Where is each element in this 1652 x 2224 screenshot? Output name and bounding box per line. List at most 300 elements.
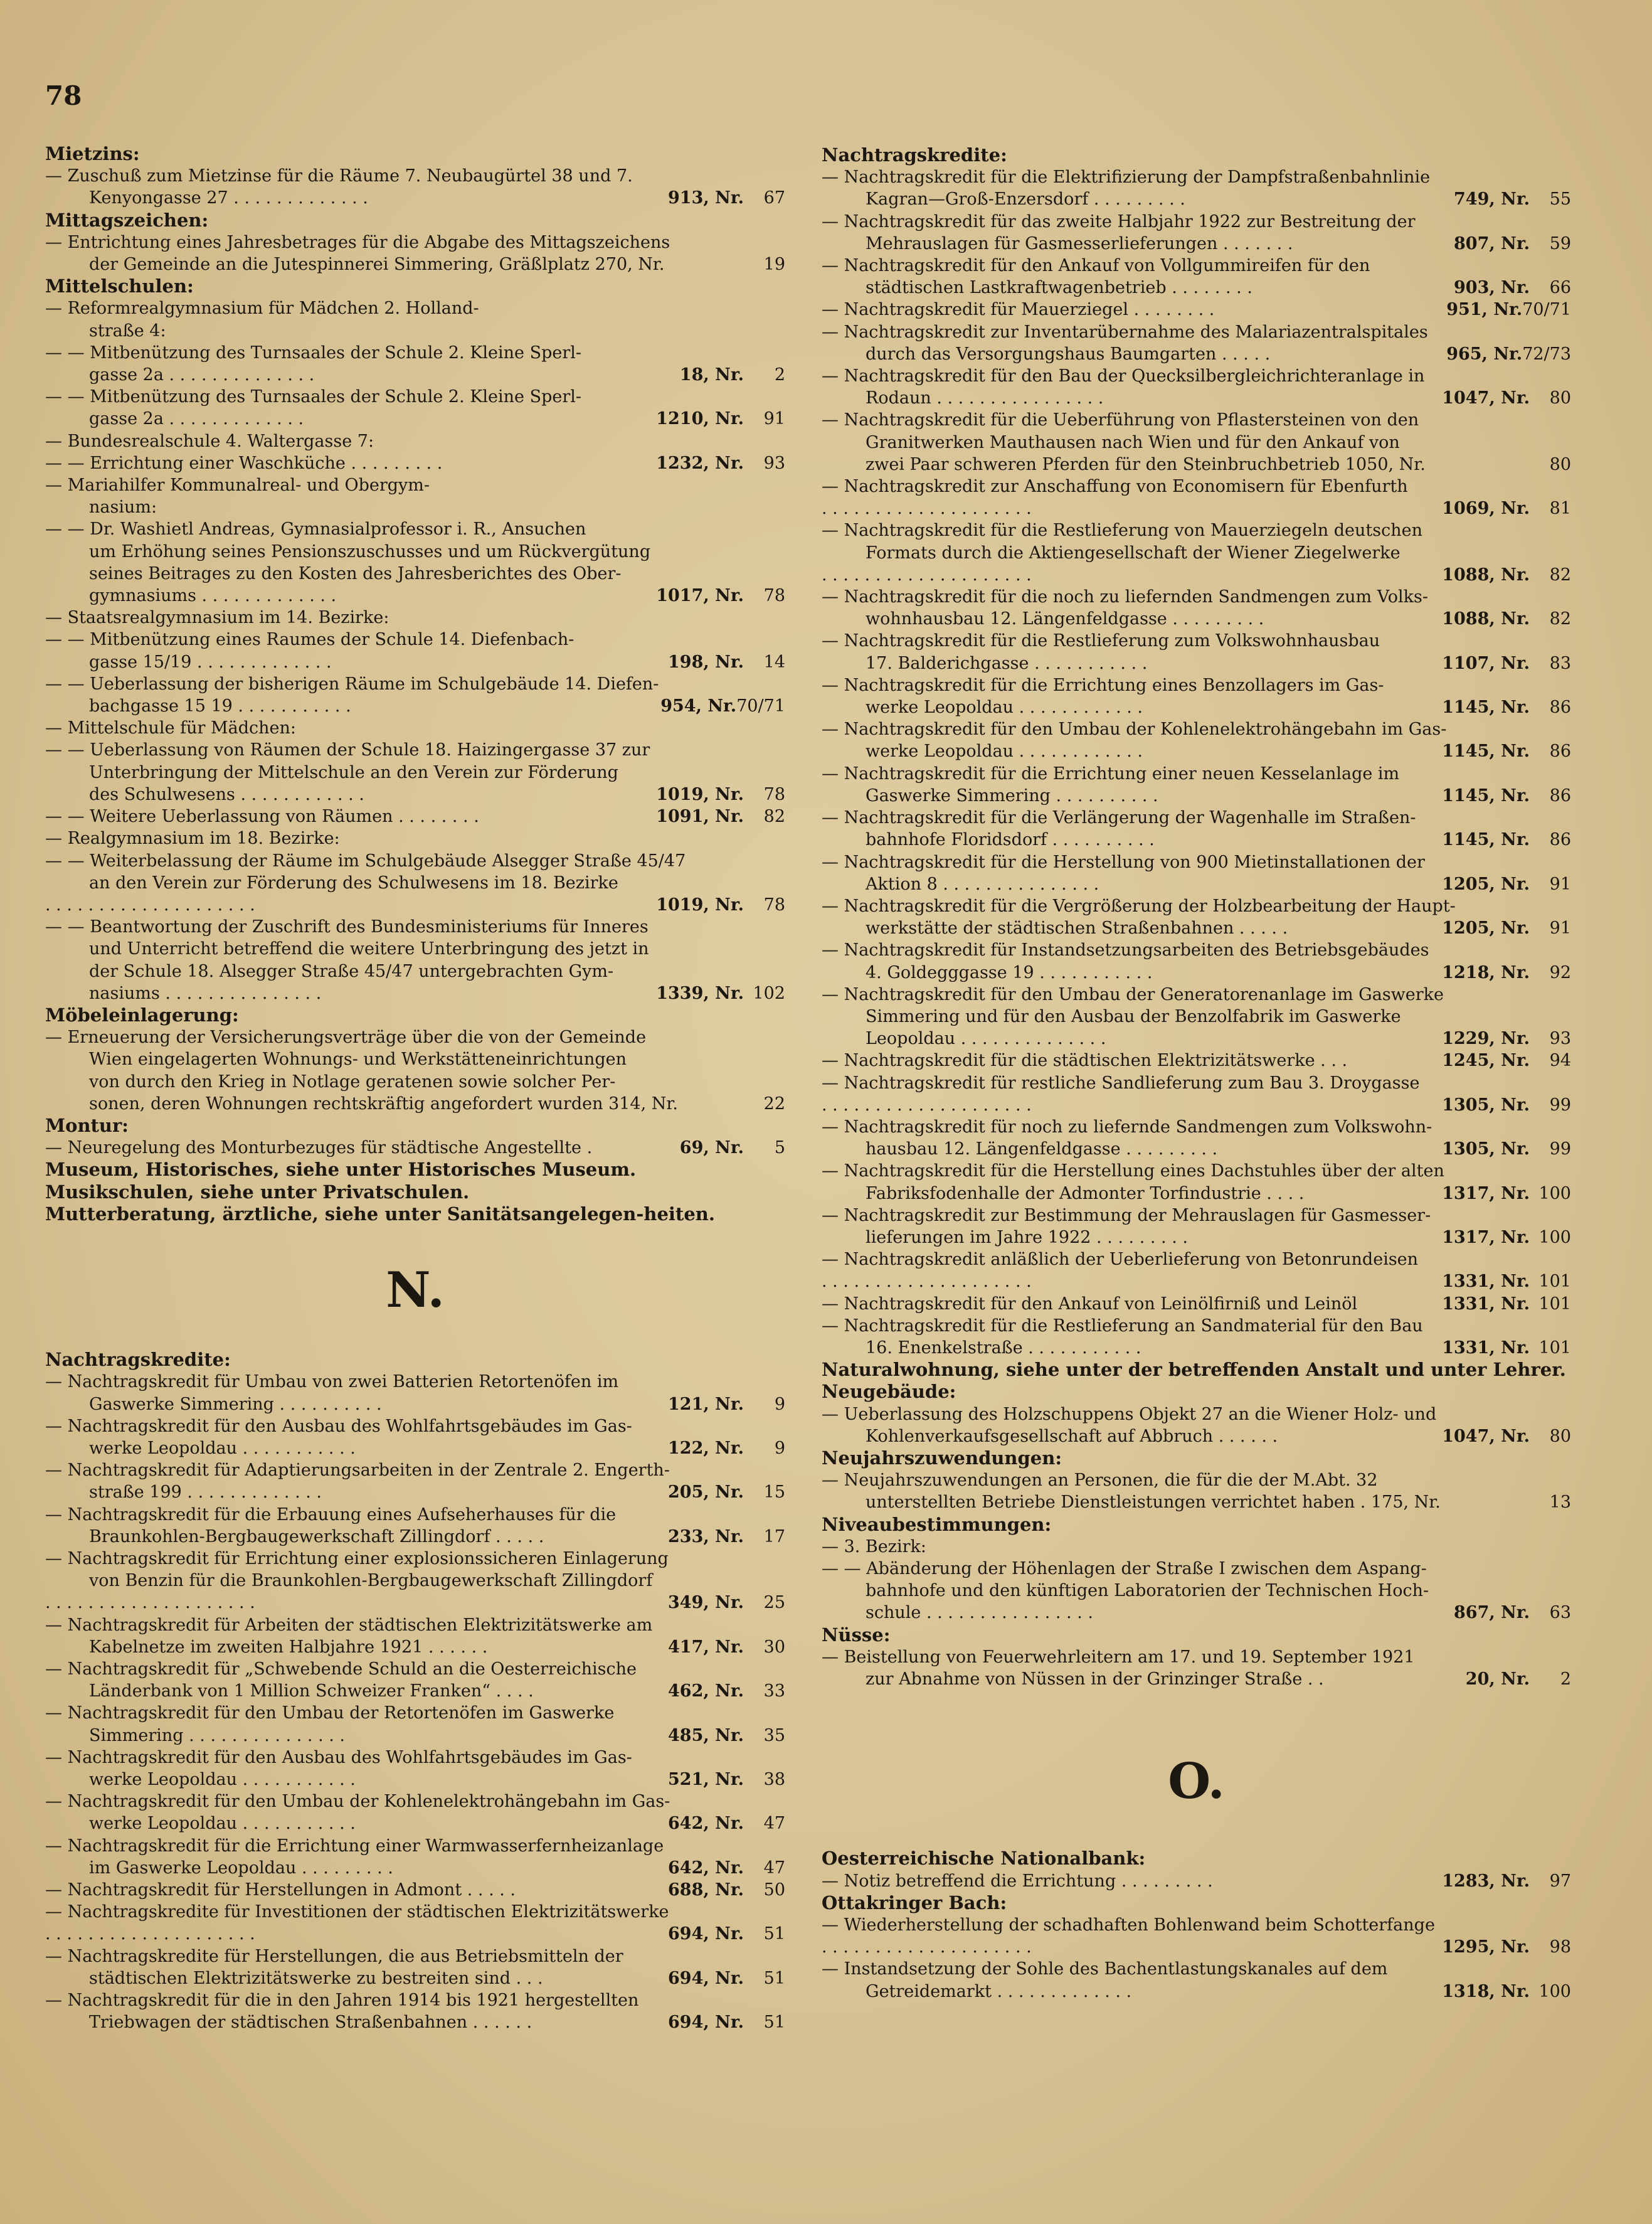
index-entry bbox=[822, 1116, 1571, 1160]
entry-text: werke Leopoldau . . . . . . . . . . . bbox=[89, 1438, 356, 1458]
entry-text: — Nachtragskredit für die Errichtung einer Warmwasserfernheizanlage bbox=[45, 1836, 664, 1856]
entry-line bbox=[822, 365, 1571, 387]
index-entry bbox=[822, 409, 1571, 476]
entry-text: 17. Balderichgasse . . . . . . . . . . . bbox=[866, 653, 1148, 673]
entry-reference: 913, Nr. bbox=[668, 188, 744, 208]
entry-reference: 1339, Nr. bbox=[656, 983, 744, 1003]
entry-text: — Nachtragskredit zur Inventarübernahme des Malariazentralspitales bbox=[822, 322, 1428, 342]
entry-text: — Mittelschule für Mädchen: bbox=[45, 718, 297, 738]
entry-line bbox=[45, 806, 785, 827]
entry-line bbox=[45, 1093, 785, 1115]
entry-text: Leopoldau . . . . . . . . . . . . . . bbox=[866, 1029, 1106, 1049]
entry-page: 80 bbox=[1549, 388, 1571, 408]
index-entry bbox=[822, 1072, 1571, 1094]
entry-page: 51 bbox=[763, 2013, 785, 2033]
index-entry bbox=[822, 321, 1571, 365]
entry-text: der Gemeinde an die Jutespinnerei Simmering, Gräßlplatz 270, Nr. bbox=[89, 255, 665, 275]
entry-reference: 1232, Nr. bbox=[656, 453, 744, 473]
section-heading: Montur: bbox=[45, 1114, 129, 1136]
entry-text: Aktion 8 . . . . . . . . . . . . . . . bbox=[866, 874, 1099, 894]
entry-page: 78 bbox=[763, 895, 785, 915]
entry-line bbox=[45, 320, 785, 342]
entry-text: Getreidemarkt . . . . . . . . . . . . . bbox=[866, 1981, 1132, 2001]
entry-line bbox=[822, 984, 1571, 1006]
entry-text: — Bundesrealschule 4. Waltergasse 7: bbox=[45, 431, 374, 451]
index-entry bbox=[822, 1160, 1571, 1204]
entry-line bbox=[822, 1293, 1571, 1315]
entry-text: — Nachtragskredit zur Anschaffung von Economisern für Ebenfurth bbox=[822, 477, 1408, 497]
entry-reference: 1091, Nr. bbox=[656, 807, 744, 827]
entry-line bbox=[45, 629, 785, 651]
entry-line bbox=[822, 1580, 1571, 1602]
entry-reference: 1145, Nr. bbox=[1442, 785, 1530, 806]
index-entry bbox=[45, 1901, 785, 1923]
index-entry bbox=[45, 1923, 785, 1945]
entry-text: sonen, deren Wohnungen rechtskräftig angefordert wurden 314, Nr. bbox=[89, 1093, 678, 1114]
entry-line bbox=[822, 343, 1571, 365]
index-entry bbox=[45, 297, 785, 341]
entry-text: Gaswerke Simmering . . . . . . . . . . bbox=[866, 785, 1158, 806]
entry-line bbox=[45, 1071, 785, 1093]
entry-text: — — Errichtung einer Waschküche . . . . . . . . . bbox=[45, 453, 443, 473]
entry-page: 101 bbox=[1538, 1294, 1571, 1314]
entry-line bbox=[45, 1415, 785, 1437]
entry-line bbox=[45, 1636, 785, 1658]
entry-line bbox=[45, 585, 785, 607]
entry-text: — Nachtragskredit für die städtischen Elektrizitätswerke . . . bbox=[822, 1051, 1348, 1071]
entry-page: 47 bbox=[763, 1814, 785, 1834]
cross-reference: Naturalwohnung, siehe unter der betreffenden Anstalt und unter Lehrer. bbox=[822, 1359, 1566, 1381]
entry-reference: 20, Nr. bbox=[1465, 1669, 1530, 1689]
entry-text: — Nachtragskredit für Errichtung einer explosionssicheren Einlagerung bbox=[45, 1548, 669, 1568]
index-entry bbox=[822, 299, 1571, 321]
entry-line bbox=[822, 895, 1571, 917]
index-entry bbox=[822, 1958, 1571, 2002]
entry-text: Kagran—Groß-Enzersdorf . . . . . . . . . bbox=[866, 189, 1185, 210]
entry-reference: 1205, Nr. bbox=[1442, 874, 1530, 894]
entry-text: — Nachtragskredit für Herstellungen in Admont . . . . . bbox=[45, 1880, 516, 1900]
index-entry bbox=[45, 386, 785, 430]
index-entry bbox=[822, 1646, 1571, 1690]
entry-line bbox=[45, 2011, 785, 2033]
entry-text: städtischen Lastkraftwagenbetrieb . . . . . . . . bbox=[866, 278, 1252, 298]
entry-line bbox=[822, 1558, 1571, 1580]
entry-reference: 1229, Nr. bbox=[1442, 1029, 1530, 1049]
entry-reference: 1218, Nr. bbox=[1442, 962, 1530, 982]
entry-text: — Nachtragskredit für Umbau von zwei Batterien Retortenöfen im bbox=[45, 1372, 619, 1392]
cross-reference: Museum, Historisches, siehe unter Historisches Museum. bbox=[45, 1159, 637, 1181]
entry-reference: 749, Nr. bbox=[1454, 189, 1530, 210]
entry-reference: 1205, Nr. bbox=[1442, 918, 1530, 939]
entry-line bbox=[45, 1570, 785, 1592]
entry-line bbox=[45, 1790, 785, 1812]
entry-text: — Nachtragskredit für den Ausbau des Wohlfahrtsgebäudes im Gas- bbox=[45, 1747, 632, 1767]
entry-text: — Nachtragskredit für Arbeiten der städtischen Elektrizitätswerke am bbox=[45, 1615, 653, 1635]
entry-text: — Nachtragskredit für die Errichtung einer neuen Kesselanlage im bbox=[822, 764, 1400, 784]
entry-text: — 3. Bezirk: bbox=[822, 1536, 926, 1556]
index-entry bbox=[45, 894, 785, 916]
index-entry bbox=[822, 1270, 1571, 1292]
entry-page: 86 bbox=[1549, 698, 1571, 718]
entry-reference: 1317, Nr. bbox=[1442, 1227, 1530, 1247]
entry-text: werke Leopoldau . . . . . . . . . . . . bbox=[866, 742, 1143, 762]
index-entry bbox=[45, 916, 785, 1004]
entry-line bbox=[45, 1769, 785, 1790]
index-entry bbox=[45, 452, 785, 474]
entry-line bbox=[45, 1702, 785, 1724]
entry-page: 83 bbox=[1549, 653, 1571, 673]
entry-text: straße 199 . . . . . . . . . . . . . bbox=[89, 1482, 322, 1503]
entry-reference: 1019, Nr. bbox=[656, 784, 744, 804]
entry-reference: 122, Nr. bbox=[668, 1438, 744, 1458]
entry-line bbox=[822, 432, 1571, 454]
entry-text: — Ueberlassung des Holzschuppens Objekt 27 an die Wiener Holz- und bbox=[822, 1404, 1437, 1424]
entry-text: — Nachtragskredit für Instandsetzungsarbeiten des Betriebsgebäudes bbox=[822, 940, 1429, 960]
entry-line bbox=[45, 960, 785, 982]
entry-line bbox=[822, 321, 1571, 343]
index-entry bbox=[45, 430, 785, 452]
index-entry bbox=[45, 1137, 785, 1159]
entry-reference: 1107, Nr. bbox=[1442, 653, 1530, 673]
entry-text: — Nachtragskredit für noch zu liefernde Sandmengen zum Volkswohn- bbox=[822, 1117, 1432, 1137]
index-entry bbox=[822, 1870, 1571, 1892]
section-heading: Mittagszeichen: bbox=[45, 209, 209, 231]
entry-page: 33 bbox=[763, 1681, 785, 1701]
entry-text: — — Dr. Washietl Andreas, Gymnasialprofessor i. R., Ansuchen bbox=[45, 519, 586, 540]
entry-text: — Nachtragskredit für die noch zu liefernden Sandmengen zum Volks- bbox=[822, 587, 1428, 607]
entry-text: — Nachtragskredit für die in den Jahren 1914 bis 1921 hergestellten bbox=[45, 1991, 639, 2011]
index-entry bbox=[45, 342, 785, 386]
entry-reference: 694, Nr. bbox=[668, 1968, 744, 1988]
entry-line bbox=[822, 211, 1571, 233]
entry-line bbox=[45, 982, 785, 1004]
index-entry bbox=[45, 474, 785, 518]
entry-line bbox=[822, 387, 1571, 409]
entry-reference: 954, Nr. bbox=[660, 696, 737, 716]
entry-reference: 1245, Nr. bbox=[1442, 1051, 1530, 1071]
entry-text: — Nachtragskredit für „Schwebende Schuld an die Oesterreichische bbox=[45, 1659, 637, 1679]
entry-text: an den Verein zur Förderung des Schulwesens im 18. Bezirke bbox=[89, 873, 618, 893]
index-entry bbox=[822, 255, 1571, 299]
entry-line bbox=[822, 1469, 1571, 1491]
entry-line bbox=[822, 807, 1571, 829]
entry-line bbox=[45, 1371, 785, 1393]
entry-line bbox=[822, 608, 1571, 630]
index-entry bbox=[822, 476, 1571, 497]
entry-line bbox=[822, 939, 1571, 961]
entry-text: Triebwagen der städtischen Straßenbahnen . . . . . . bbox=[89, 2013, 532, 2033]
entry-text: gasse 2a . . . . . . . . . . . . . . bbox=[89, 365, 315, 385]
entry-text: — Neujahrszuwendungen an Personen, die für die der M.Abt. 32 bbox=[822, 1471, 1378, 1491]
entry-page: 66 bbox=[1549, 278, 1571, 298]
index-entry bbox=[822, 1469, 1571, 1513]
entry-line bbox=[45, 1680, 785, 1702]
index-entry bbox=[822, 1293, 1571, 1315]
entry-text: — — Mitbenützung eines Raumes der Schule 14. Diefenbach- bbox=[45, 630, 574, 650]
entry-line bbox=[822, 785, 1571, 807]
entry-text: — Nachtragskredit für die Vergrößerung der Holzbearbeitung der Haupt- bbox=[822, 896, 1456, 916]
entry-page: 35 bbox=[763, 1725, 785, 1745]
entry-line bbox=[45, 1481, 785, 1503]
entry-line bbox=[45, 1437, 785, 1459]
entry-reference: 1047, Nr. bbox=[1442, 388, 1530, 408]
entry-page: 93 bbox=[763, 453, 785, 473]
entry-text: bahnhofe Floridsdorf . . . . . . . . . . bbox=[866, 830, 1155, 850]
letter-heading: N. bbox=[386, 1261, 445, 1319]
entry-text: der Schule 18. Alsegger Straße 45/47 untergebrachten Gym- bbox=[89, 961, 614, 981]
entry-text: — Zuschuß zum Mietzinse für die Räume 7. Neubaugürtel 38 und 7. bbox=[45, 166, 633, 186]
index-entry bbox=[45, 1026, 785, 1115]
entry-reference: 521, Nr. bbox=[668, 1770, 744, 1790]
entry-text: Braunkohlen-Bergbaugewerkschaft Zillingdorf . . . . . bbox=[89, 1526, 544, 1546]
entry-reference: 1088, Nr. bbox=[1442, 609, 1530, 629]
entry-text: — Nachtragskredit für den Umbau der Retortenöfen im Gaswerke bbox=[45, 1703, 615, 1723]
entry-line bbox=[45, 496, 785, 518]
entry-text: gasse 15/19 . . . . . . . . . . . . . bbox=[89, 652, 332, 672]
entry-line bbox=[822, 652, 1571, 674]
entry-text: . . . . . . . . . . . . . . . . . . . . bbox=[822, 1272, 1032, 1292]
entry-line bbox=[822, 829, 1571, 851]
index-entry bbox=[822, 564, 1571, 586]
entry-line bbox=[45, 827, 785, 849]
entry-line bbox=[822, 1981, 1571, 2003]
entry-line bbox=[45, 850, 785, 872]
entry-page: 59 bbox=[1549, 233, 1571, 253]
entry-reference: 1017, Nr. bbox=[656, 586, 744, 606]
entry-page: 9 bbox=[774, 1438, 785, 1458]
entry-page: 70/71 bbox=[736, 696, 785, 716]
index-entry bbox=[45, 1504, 785, 1548]
section-heading: Nachtragskredite: bbox=[45, 1349, 231, 1371]
entry-line bbox=[45, 1747, 785, 1769]
entry-text: — Nachtragskredit für den Umbau der Generatorenanlage im Gaswerke bbox=[822, 984, 1444, 1004]
entry-text: . . . . . . . . . . . . . . . . . . . . bbox=[822, 1937, 1032, 1957]
entry-text: . . . . . . . . . . . . . . . . . . . . bbox=[45, 1593, 255, 1613]
entry-line bbox=[822, 1668, 1571, 1690]
entry-text: straße 4: bbox=[89, 321, 166, 341]
index-entry bbox=[822, 1403, 1571, 1447]
entry-text: — Wiederherstellung der schadhaften Bohlenwand beim Schotterfange bbox=[822, 1915, 1435, 1935]
entry-page: 22 bbox=[763, 1093, 785, 1114]
index-entry bbox=[45, 1702, 785, 1746]
entry-line bbox=[822, 1870, 1571, 1892]
entry-line bbox=[822, 1337, 1571, 1359]
entry-text: — Entrichtung eines Jahresbetrages für die Abgabe des Mittagszeichens bbox=[45, 232, 670, 252]
entry-reference: 1318, Nr. bbox=[1442, 1981, 1530, 2001]
entry-text: — Nachtragskredit für Mauerziegel . . . . . . . . bbox=[822, 300, 1215, 320]
entry-line bbox=[822, 1138, 1571, 1160]
index-entry bbox=[822, 1936, 1571, 1958]
page-number: 78 bbox=[45, 80, 82, 111]
entry-text: von durch den Krieg in Notlage geratenen sowie solcher Per- bbox=[89, 1072, 616, 1092]
index-entry bbox=[45, 1371, 785, 1415]
entry-reference: 198, Nr. bbox=[668, 652, 744, 672]
entry-line bbox=[822, 674, 1571, 696]
entry-reference: 462, Nr. bbox=[668, 1681, 744, 1701]
index-entry bbox=[45, 1747, 785, 1790]
index-entry bbox=[822, 718, 1571, 762]
entry-line bbox=[822, 255, 1571, 277]
entry-text: und Unterricht betreffend die weitere Unterbringung des jetzt in bbox=[89, 939, 649, 959]
index-entry bbox=[45, 607, 785, 629]
entry-page: 25 bbox=[763, 1593, 785, 1613]
entry-text: 16. Enenkelstraße . . . . . . . . . . . bbox=[866, 1338, 1141, 1358]
entry-reference: 1331, Nr. bbox=[1442, 1294, 1530, 1314]
index-entry bbox=[45, 629, 785, 673]
entry-text: werke Leopoldau . . . . . . . . . . . bbox=[89, 1770, 356, 1790]
entry-page: 100 bbox=[1538, 1183, 1571, 1203]
entry-line bbox=[45, 1026, 785, 1048]
index-entry bbox=[45, 850, 785, 894]
entry-reference: 951, Nr. bbox=[1446, 300, 1523, 320]
index-entry bbox=[45, 739, 785, 806]
entry-text: — — Ueberlassung von Räumen der Schule 18. Haizingergasse 37 zur bbox=[45, 740, 650, 760]
entry-text: — Nachtragskredit für die Errichtung eines Benzollagers im Gas- bbox=[822, 675, 1384, 695]
entry-line bbox=[822, 409, 1571, 431]
entry-page: 13 bbox=[1549, 1492, 1571, 1513]
entry-line bbox=[45, 541, 785, 563]
entry-line bbox=[45, 364, 785, 386]
entry-text: — Nachtragskredit für den Ankauf von Leinölfirniß und Leinöl bbox=[822, 1294, 1358, 1314]
entry-text: — Nachtragskredite für Herstellungen, die aus Betriebsmitteln der bbox=[45, 1946, 623, 1966]
entry-page: 101 bbox=[1538, 1272, 1571, 1292]
index-entry bbox=[45, 1658, 785, 1702]
entry-text: — — Mitbenützung des Turnsaales der Schule 2. Kleine Sperl- bbox=[45, 343, 582, 363]
entry-reference: 1317, Nr. bbox=[1442, 1183, 1530, 1203]
entry-line bbox=[822, 1160, 1571, 1182]
index-entry bbox=[45, 673, 785, 717]
entry-text: hausbau 12. Längenfeldgasse . . . . . . . . . bbox=[866, 1139, 1218, 1159]
entry-page: 86 bbox=[1549, 785, 1571, 806]
entry-text: — Nachtragskredit für die Restlieferung zum Volkswohnhausbau bbox=[822, 631, 1380, 651]
entry-text: Kenyongasse 27 . . . . . . . . . . . . . bbox=[89, 188, 368, 208]
entry-reference: 642, Nr. bbox=[668, 1814, 744, 1834]
index-entry bbox=[45, 1945, 785, 1989]
entry-line bbox=[45, 673, 785, 695]
entry-line bbox=[822, 1315, 1571, 1337]
entry-line bbox=[45, 1658, 785, 1680]
entry-text: — Reformrealgymnasium für Mädchen 2. Holland- bbox=[45, 299, 479, 319]
entry-line bbox=[822, 1536, 1571, 1558]
section-heading: Nachtragskredite: bbox=[822, 144, 1007, 166]
entry-page: 30 bbox=[763, 1637, 785, 1657]
entry-page: 14 bbox=[763, 652, 785, 672]
entry-text: Länderbank von 1 Million Schweizer Franken“ . . . . bbox=[89, 1681, 534, 1701]
entry-text: — — Weitere Ueberlassung von Räumen . . . . . . . . bbox=[45, 807, 479, 827]
entry-line bbox=[45, 430, 785, 452]
index-entry bbox=[822, 851, 1571, 895]
entry-text: Simmering . . . . . . . . . . . . . . . bbox=[89, 1725, 346, 1745]
entry-line bbox=[45, 1812, 785, 1834]
entry-line bbox=[45, 784, 785, 806]
entry-text: — Instandsetzung der Sohle des Bachentlastungskanales auf dem bbox=[822, 1959, 1388, 1979]
entry-page: 67 bbox=[763, 188, 785, 208]
index-entry bbox=[822, 1205, 1571, 1248]
entry-line bbox=[822, 1116, 1571, 1138]
entry-reference: 485, Nr. bbox=[668, 1725, 744, 1745]
entry-line bbox=[45, 563, 785, 585]
entry-text: nasiums . . . . . . . . . . . . . . . bbox=[89, 983, 322, 1003]
entry-page: 91 bbox=[1549, 874, 1571, 894]
entry-line bbox=[822, 519, 1571, 541]
entry-reference: 965, Nr. bbox=[1446, 344, 1523, 364]
entry-line bbox=[45, 1614, 785, 1636]
entry-text: — Nachtragskredit für den Ausbau des Wohlfahrtsgebäudes im Gas- bbox=[45, 1416, 632, 1436]
entry-page: 102 bbox=[753, 983, 785, 1003]
entry-text: — Nachtragskredit für die Verlängerung der Wagenhalle im Straßen- bbox=[822, 808, 1416, 828]
entry-line bbox=[45, 386, 785, 408]
index-entry bbox=[45, 165, 785, 209]
entry-text: — Nachtragskredit anläßlich der Ueberlieferung von Betonrundeisen bbox=[822, 1250, 1419, 1270]
entry-page: 5 bbox=[774, 1138, 785, 1158]
entry-text: — Staatsrealgymnasium im 14. Bezirke: bbox=[45, 608, 389, 628]
cross-reference: Mutterberatung, ärztliche, siehe unter Sanitätsangelegen-heiten. bbox=[45, 1203, 715, 1225]
entry-text: gasse 2a . . . . . . . . . . . . . bbox=[89, 409, 304, 429]
entry-text: — Notiz betreffend die Errichtung . . . . . . . . . bbox=[822, 1871, 1213, 1891]
entry-text: Unterbringung der Mittelschule an den Verein zur Förderung bbox=[89, 762, 618, 782]
entry-page: 80 bbox=[1549, 1426, 1571, 1446]
entry-text: zur Abnahme von Nüssen in der Grinzinger Straße . . bbox=[866, 1669, 1324, 1689]
entry-page: 2 bbox=[1560, 1669, 1571, 1689]
entry-text: . . . . . . . . . . . . . . . . . . . . bbox=[45, 895, 255, 915]
entry-page: 82 bbox=[763, 807, 785, 827]
entry-text: — Neuregelung des Monturbezuges für städtische Angestellte . bbox=[45, 1138, 593, 1158]
entry-line bbox=[822, 1094, 1571, 1116]
entry-line bbox=[45, 1048, 785, 1070]
index-entry bbox=[45, 231, 785, 275]
entry-line bbox=[45, 452, 785, 474]
entry-line bbox=[45, 762, 785, 784]
index-entry bbox=[822, 630, 1571, 674]
entry-page: 47 bbox=[763, 1858, 785, 1878]
entry-line bbox=[822, 1006, 1571, 1028]
section-heading: Nüsse: bbox=[822, 1624, 891, 1646]
entry-line bbox=[822, 1226, 1571, 1248]
entry-line bbox=[822, 718, 1571, 740]
entry-text: — Nachtragskredit für den Umbau der Kohlenelektrohängebahn im Gas- bbox=[45, 1792, 670, 1812]
entry-page: 17 bbox=[763, 1526, 785, 1546]
entry-line bbox=[822, 630, 1571, 652]
entry-line bbox=[45, 651, 785, 673]
entry-line bbox=[45, 1725, 785, 1747]
entry-reference: 1145, Nr. bbox=[1442, 698, 1530, 718]
entry-line bbox=[822, 1270, 1571, 1292]
entry-text: — Mariahilfer Kommunalreal- und Obergym- bbox=[45, 476, 430, 496]
entry-line bbox=[822, 476, 1571, 497]
entry-text: — — Ueberlassung der bisherigen Räume im Schulgebäude 14. Diefen- bbox=[45, 674, 659, 694]
entry-page: 50 bbox=[763, 1880, 785, 1900]
entry-line bbox=[45, 872, 785, 894]
entry-page: 55 bbox=[1549, 189, 1571, 210]
section-heading: Oesterreichische Nationalbank: bbox=[822, 1848, 1146, 1870]
entry-text: — — Abänderung der Höhenlagen der Straße I zwischen dem Aspang- bbox=[822, 1559, 1427, 1578]
index-entry bbox=[822, 586, 1571, 630]
entry-line bbox=[45, 518, 785, 540]
entry-reference: 903, Nr. bbox=[1454, 278, 1530, 298]
index-entry bbox=[45, 717, 785, 739]
entry-reference: 69, Nr. bbox=[679, 1138, 744, 1158]
entry-text: — — Beantwortung der Zuschrift des Bundesministeriums für Inneres bbox=[45, 917, 649, 937]
index-entry bbox=[45, 1592, 785, 1614]
entry-text: um Erhöhung seines Pensionszuschusses und um Rückvergütung bbox=[89, 541, 651, 561]
entry-reference: 694, Nr. bbox=[668, 2013, 744, 2033]
entry-text: . . . . . . . . . . . . . . . . . . . . bbox=[822, 1095, 1032, 1115]
entry-text: werke Leopoldau . . . . . . . . . . . bbox=[89, 1814, 356, 1834]
entry-line bbox=[822, 740, 1571, 762]
entry-text: — — Weiterbelassung der Räume im Schulgebäude Alsegger Straße 45/47 bbox=[45, 851, 686, 871]
entry-text: des Schulwesens . . . . . . . . . . . . bbox=[89, 784, 364, 804]
entry-reference: 349, Nr. bbox=[668, 1593, 744, 1613]
